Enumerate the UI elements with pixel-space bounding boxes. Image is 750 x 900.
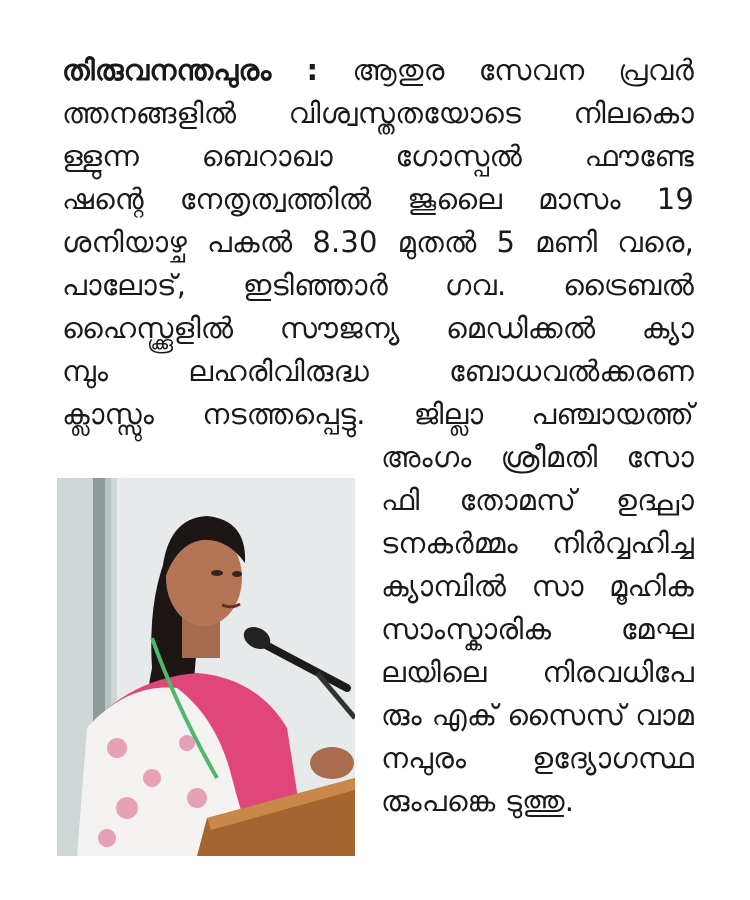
article-line-15: ലയിലെ നിരവധിപേ: [381, 655, 694, 689]
article-line-12: ടനകർമ്മം നിർവ്വഹിച്ച: [381, 526, 694, 560]
article-line-8: മ്പും ലഹരിവിരുദ്ധ ബോധവൽക്കരണ: [62, 354, 694, 388]
article-line-11: ഫി തോമസ് ഉദ്ഘാ: [381, 483, 694, 517]
article-line-1: [62, 50, 694, 90]
article-line-6: പാലോട്, ഇടിഞ്ഞാർ ഗവ. ട്രൈബൽ: [62, 268, 694, 302]
article-line-5: ശനിയാഴ്ച പകൽ 8.30 മുതൽ 5 മണി വരെ,: [62, 225, 694, 259]
speaker-photo: [57, 478, 355, 856]
article-line-17: നപുരം ഉദ്യോഗസ്ഥ: [381, 741, 694, 775]
article-line-3: ള്ളുന്ന ബെറാഖാ ഗോസ്പൽ ഫൗണ്ടേ: [62, 139, 694, 173]
article-line-4: ഷന്റെ നേതൃത്വത്തിൽ ജൂലൈ മാസം 19: [62, 182, 694, 216]
article-line-18: രുംപങ്കെ ടുത്തു.: [381, 784, 575, 818]
article-text: ആതുര സേവന പ്രവർ: [352, 53, 694, 87]
article-line-13: ക്യാമ്പിൽ സാ മൂഹിക: [381, 569, 694, 603]
article-line-7: ഹൈസ്ക്കൂളിൽ സൗജന്യ മെഡിക്കൽ ക്യാ: [62, 311, 694, 345]
article-line-16: രും എക് സൈസ് വാമ: [381, 698, 694, 732]
article-line-10: അംഗം ശ്രീമതി സോ: [381, 440, 694, 474]
article-line-14: സാംസ്കാരിക മേഘ: [381, 612, 694, 646]
article-line-9: ക്ലാസ്സും നടത്തപ്പെട്ടു. ജില്ലാ പഞ്ചായത്ത്: [62, 397, 694, 431]
dateline: തിരുവനന്തപുരം :: [62, 53, 319, 87]
article-line-2: ത്തനങ്ങളിൽ വിശ്വസ്തതയോടെ നിലകൊ: [62, 96, 694, 130]
